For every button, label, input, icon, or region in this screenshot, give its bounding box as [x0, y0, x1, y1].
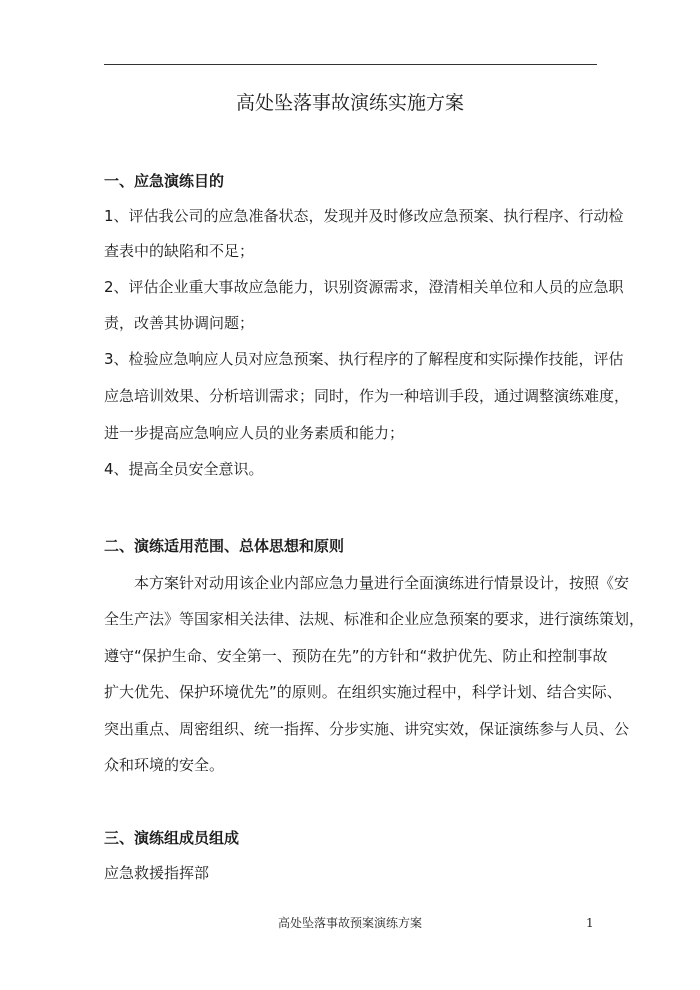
- paragraph-line: 进一步提高应急响应人员的业务素质和能力；: [104, 424, 405, 442]
- page-footer: 高处坠落事故预案演练方案: [277, 916, 422, 930]
- paragraph-line: 1、评估我公司的应急准备状态，发现并及时修改应急预案、执行程序、行动检: [104, 207, 624, 225]
- section-heading-purpose: 一、应急演练目的: [104, 172, 225, 190]
- paragraph-line: 应急培训效果、分析培训需求；同时，作为一种培训手段，通过调整演练难度，: [104, 387, 630, 405]
- paragraph-line: 遵守“保护生命、安全第一、预防在先”的方针和“救护优先、防止和控制事故: [104, 647, 608, 665]
- paragraph-line: 查表中的缺陷和不足；: [104, 242, 255, 260]
- paragraph-line: 4、提高全员安全意识。: [104, 460, 264, 478]
- page-number: 1: [586, 916, 594, 930]
- paragraph-line: 众和环境的安全。: [104, 756, 225, 774]
- paragraph-line: 全生产法》等国家相关法律、法规、标准和企业应急预案的要求，进行演练策划，: [104, 610, 645, 628]
- document-title: 高处坠落事故演练实施方案: [235, 92, 464, 114]
- section-heading-scope: 二、演练适用范围、总体思想和原则: [104, 537, 345, 555]
- header-rule: [104, 64, 597, 65]
- paragraph-line: 扩大优先、保护环境优先”的原则。在组织实施过程中，科学计划、结合实际、: [104, 683, 622, 701]
- paragraph-line: 责，改善其协调问题；: [104, 314, 255, 332]
- paragraph-line: 应急救援指挥部: [104, 864, 210, 882]
- paragraph-line: 3、检验应急响应人员对应急预案、执行程序的了解程度和实际操作技能，评估: [104, 350, 624, 368]
- paragraph-line: 突出重点、周密组织、统一指挥、分步实施、讲究实效，保证演练参与人员、公: [104, 720, 630, 738]
- paragraph-line: 2、评估企业重大事故应急能力，识别资源需求，澄清相关单位和人员的应急职: [104, 278, 624, 296]
- paragraph-line: 本方案针对动用该企业内部应急力量进行全面演练进行情景设计，按照《安: [134, 574, 630, 592]
- section-heading-members: 三、演练组成员组成: [104, 829, 240, 847]
